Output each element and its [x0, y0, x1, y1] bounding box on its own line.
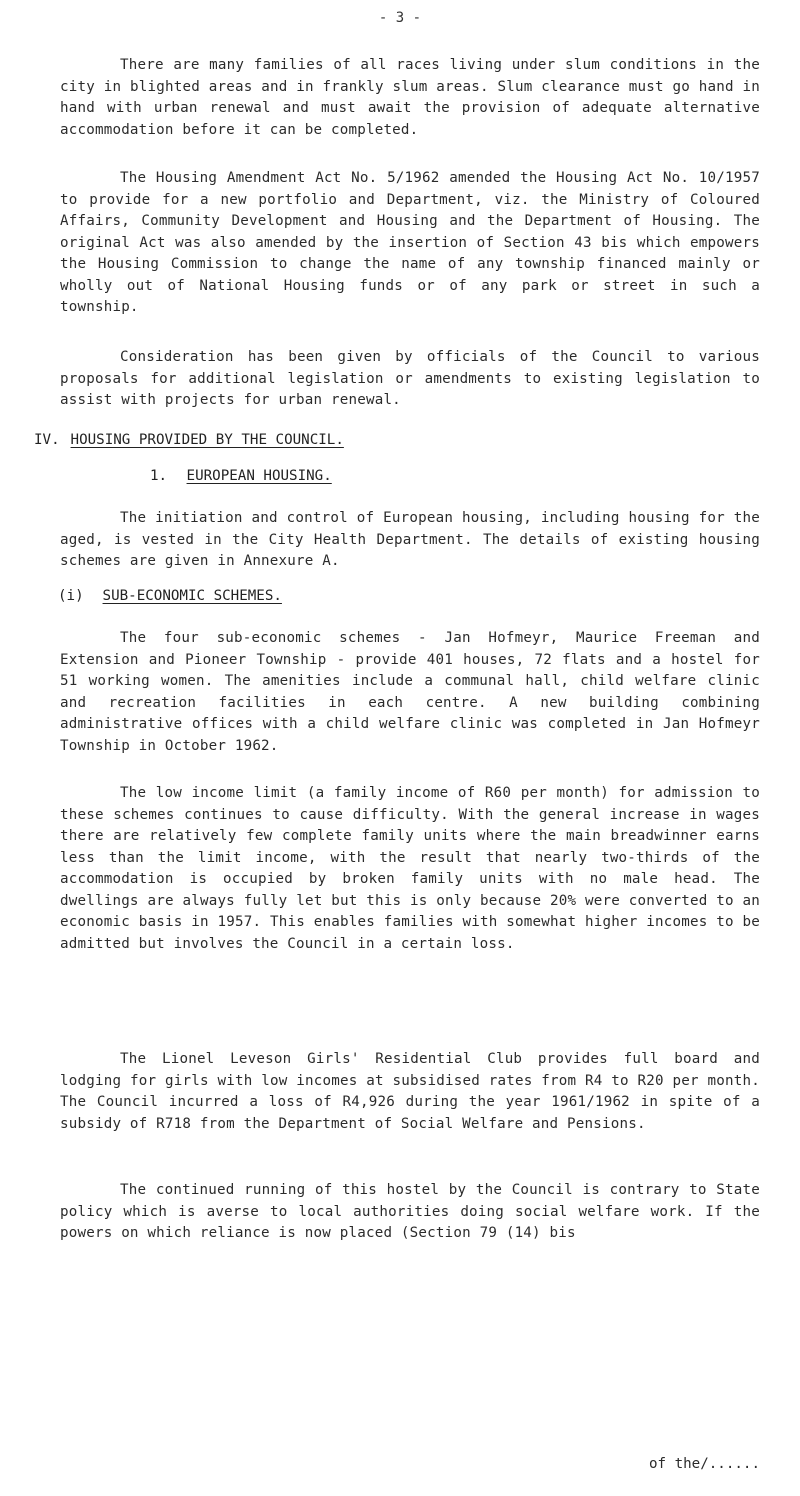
subsection-title: EUROPEAN HOUSING. [186, 468, 332, 484]
paragraph-text: The continued running of this hostel by the Council is contrary to State policy which is averse to local authorities doing social welfare work. If the powers on which reliance is now placed (Section 79 (14) bis [60, 1182, 760, 1241]
subsubsection-title: SUB-ECONOMIC SCHEMES. [102, 588, 282, 604]
paragraph-hostel-state-policy [60, 1180, 760, 1245]
paragraph-text: The Lionel Leveson Girls' Residential Club provides full board and lodging for girls with low incomes at subsidised rates from R4 to R20 per month. The Council incurred a loss of R4,926 during the year 1961/1962 in spite of a subsidy of R718 from the Department of Social Welfare and Pensions. [60, 1051, 760, 1132]
paragraph-text: The four sub-economic schemes - Jan Hofmeyr, Maurice Freeman and Extension and Pioneer Township - provide 401 houses, 72 flats and a hostel for 51 working women. The amenities include a communal hall, child welfare clinic and recreation facilities in each centre. A new building combining administrative offices with a child welfare clinic was completed in Jan Hofmeyr Township in October 1962. [60, 630, 760, 754]
subsubsection-number: (i) [58, 588, 84, 604]
paragraph-text: The initiation and control of European housing, including housing for the aged, is vested in the City Health Department. The details of existing housing schemes are given in Annexure A. [60, 510, 760, 569]
paragraph-legislation-proposals [60, 347, 760, 412]
paragraph-european-housing [60, 508, 760, 573]
section-title: HOUSING PROVIDED BY THE COUNCIL. [70, 432, 344, 448]
subsection-heading [150, 466, 332, 486]
section-heading [34, 430, 344, 450]
subsubsection-heading [58, 586, 282, 606]
paragraph-slum-conditions [60, 55, 760, 141]
continuation-marker: of the/...... [648, 1456, 760, 1472]
paragraph-low-income-limit [60, 783, 760, 955]
paragraph-text: Consideration has been given by officials of the Council to various proposals for additional legislation or amendments to existing legislation to assist with projects for urban renewal. [60, 349, 760, 408]
paragraph-text: The Housing Amendment Act No. 5/1962 amended the Housing Act No. 10/1957 to provide for a new portfolio and Department, viz. the Ministry of Coloured Affairs, Community Development and Housing and the Department of Housing. The original Act was also amended by the insertion of Section 43 bis which empowers the Housing Commission to change the name of any township financed mainly or wholly out of National Housing funds or of any park or street in such a township. [60, 170, 760, 315]
page-number: - 3 - [378, 10, 422, 26]
paragraph-girls-residential-club [60, 1049, 760, 1135]
paragraph-sub-economic-schemes [60, 628, 760, 757]
paragraph-text: There are many families of all races living under slum conditions in the city in blighted areas and in frankly slum areas. Slum clearance must go hand in hand with urban renewal and must await the provision of adequate alternative accommodation before it can be completed. [60, 57, 760, 138]
paragraph-text: The low income limit (a family income of R60 per month) for admission to these schemes continues to cause difficulty. With the general increase in wages there are relatively few complete family units where the main breadwinner earns less than the limit income, with the result that nearly two-thirds of the accommodation is occupied by broken family units with no male head. The dwellings are always fully let but this is only because 20% were converted to an economic basis in 1957. This enables families with somewhat higher incomes to be admitted but involves the Council in a certain loss. [60, 785, 760, 952]
section-number: IV. [34, 432, 60, 448]
paragraph-housing-amendment-act [60, 168, 760, 319]
subsection-number: 1. [150, 468, 168, 484]
